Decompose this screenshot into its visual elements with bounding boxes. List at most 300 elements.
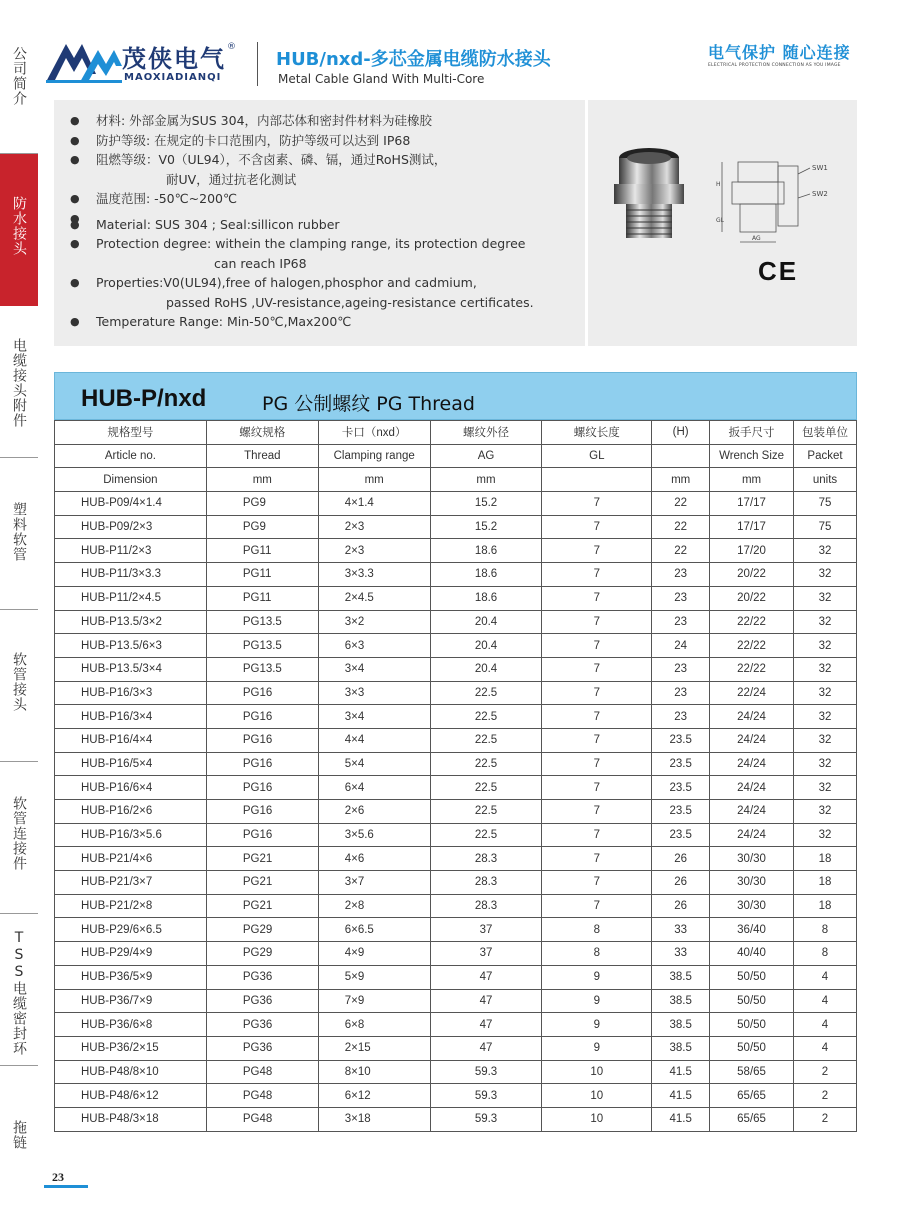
table-cell: 28.3 — [430, 894, 542, 918]
table-cell: 22/22 — [710, 634, 794, 658]
table-row — [55, 1107, 857, 1131]
table-cell: HUB-P16/3×4 — [55, 705, 207, 729]
page-number-bar — [44, 1185, 88, 1188]
table-cell: PG48 — [206, 1060, 318, 1084]
table-cell: 32 — [794, 705, 857, 729]
table-cell: 22.5 — [430, 776, 542, 800]
table-cell: 37 — [430, 918, 542, 942]
table-cell: 6×8 — [318, 1013, 430, 1037]
table-cell: 7 — [542, 539, 652, 563]
sidebar-item-waterproof[interactable] — [0, 154, 38, 306]
table-cell: HUB-P21/2×8 — [55, 894, 207, 918]
table-cell: 22.5 — [430, 705, 542, 729]
table-cell: 7 — [542, 823, 652, 847]
header-divider — [257, 42, 258, 86]
table-cell: 18 — [794, 894, 857, 918]
table-cell: HUB-P09/2×3 — [55, 515, 207, 539]
table-cell: PG48 — [206, 1084, 318, 1108]
table-cell: 22.5 — [430, 800, 542, 824]
table-cell: 17/20 — [710, 539, 794, 563]
table-cell: 24/24 — [710, 800, 794, 824]
table-cell: 32 — [794, 657, 857, 681]
table-cell: 7 — [542, 681, 652, 705]
table-cell: HUB-P11/2×4.5 — [55, 586, 207, 610]
sidebar-item-cable-accessories[interactable] — [0, 306, 38, 458]
table-cell: 32 — [794, 776, 857, 800]
table-cell: 7 — [542, 776, 652, 800]
table-cell: PG36 — [206, 965, 318, 989]
slogan: 电气保护 随心连接 — [708, 43, 851, 62]
table-cell: PG11 — [206, 539, 318, 563]
table-cell: 10 — [542, 1084, 652, 1108]
table-cell: 7 — [542, 728, 652, 752]
table-header-cell — [652, 444, 710, 468]
table-cell: 23 — [652, 586, 710, 610]
table-cell: PG21 — [206, 894, 318, 918]
table-cell: 50/50 — [710, 965, 794, 989]
table-cell: 23.5 — [652, 728, 710, 752]
table-cell: PG16 — [206, 823, 318, 847]
table-cell: PG13.5 — [206, 657, 318, 681]
table-cell: 4×6 — [318, 847, 430, 871]
table-cell: 9 — [542, 989, 652, 1013]
table-cell: 47 — [430, 965, 542, 989]
table-cell: 23.5 — [652, 752, 710, 776]
table-cell: PG16 — [206, 752, 318, 776]
table-cell: 38.5 — [652, 1036, 710, 1060]
table-cell: 3×5.6 — [318, 823, 430, 847]
table-cell: 23 — [652, 657, 710, 681]
sidebar-item-label: 公司简介 — [11, 46, 27, 106]
table-cell: 22/22 — [710, 657, 794, 681]
table-header-cell: mm — [318, 468, 430, 492]
table-cell: 7 — [542, 515, 652, 539]
table-cell: 32 — [794, 539, 857, 563]
table-header-row — [55, 468, 857, 492]
table-cell: 2 — [794, 1060, 857, 1084]
table-header-cell: 规格型号 — [55, 421, 207, 445]
sidebar-item-plastic-hose[interactable] — [0, 458, 38, 610]
table-cell: 10 — [542, 1107, 652, 1131]
table-cell: 50/50 — [710, 989, 794, 1013]
table-cell: 20.4 — [430, 610, 542, 634]
table-cell: 6×4 — [318, 776, 430, 800]
table-header-cell — [542, 468, 652, 492]
table-header-cell: Wrench Size — [710, 444, 794, 468]
table-cell: 2 — [794, 1084, 857, 1108]
table-cell: 65/65 — [710, 1107, 794, 1131]
table-cell: 20.4 — [430, 657, 542, 681]
table-cell: 18.6 — [430, 539, 542, 563]
table-cell: PG36 — [206, 1036, 318, 1060]
table-cell: HUB-P16/6×4 — [55, 776, 207, 800]
table-cell: 7 — [542, 610, 652, 634]
table-row — [55, 705, 857, 729]
feature-item: ● Temperature Range: Min-50℃,Max200℃ — [70, 312, 534, 332]
cable-gland-photo — [604, 140, 694, 250]
table-cell: 23 — [652, 705, 710, 729]
feature-item: ● Properties:V0(UL94),free of halogen,phosphor and cadmium, passed RoHS ,UV-resistance,ageing-resistance certificates. — [70, 273, 534, 312]
feature-item: ● 阻燃等级：V0（UL94），不含卤素、磷、镉，通过RoHS测试， 耐UV，通过抗老化测试 — [70, 150, 534, 189]
table-cell: HUB-P13.5/3×4 — [55, 657, 207, 681]
product-image-panel — [588, 100, 857, 346]
sidebar-item-hose-fittings[interactable] — [0, 762, 38, 914]
sw2-label: SW2 — [812, 190, 828, 198]
table-cell: 17/17 — [710, 492, 794, 516]
gl-label: GL — [716, 217, 724, 224]
table-header-cell: Thread — [206, 444, 318, 468]
table-cell: 50/50 — [710, 1013, 794, 1037]
table-row — [55, 681, 857, 705]
brand-name-cn: 茂侠电气 — [122, 45, 226, 73]
table-cell: 18 — [794, 847, 857, 871]
table-cell: 2 — [794, 1107, 857, 1131]
table-cell: PG29 — [206, 918, 318, 942]
table-cell: 32 — [794, 634, 857, 658]
page-number: 23 — [52, 1170, 64, 1184]
table-row — [55, 657, 857, 681]
table-cell: 38.5 — [652, 1013, 710, 1037]
table-cell: 32 — [794, 823, 857, 847]
h-label: H — [716, 181, 721, 188]
table-header-cell: mm — [710, 468, 794, 492]
table-cell: PG36 — [206, 1013, 318, 1037]
table-cell: HUB-P16/4×4 — [55, 728, 207, 752]
spec-table — [54, 420, 857, 1132]
table-row — [55, 847, 857, 871]
table-cell: HUB-P16/3×5.6 — [55, 823, 207, 847]
brand-logo-icon — [44, 36, 124, 86]
slogan-en: ELECTRICAL PROTECTION CONNECTION AS YOU IMAGE — [708, 63, 841, 68]
table-header-cell: Dimension — [55, 468, 207, 492]
sidebar-item-label: 软管连接件 — [11, 796, 27, 871]
sidebar-item-tss-seal[interactable] — [0, 914, 38, 1066]
table-cell: 23 — [652, 610, 710, 634]
table-cell: PG9 — [206, 492, 318, 516]
feature-item: ● 材料: 外部金属为SUS 304，内部芯体和密封件材料为硅橡胶 — [70, 111, 534, 131]
table-cell: 41.5 — [652, 1084, 710, 1108]
table-cell: 32 — [794, 586, 857, 610]
table-header-cell: 扳手尺寸 — [710, 421, 794, 445]
feature-item: ● 温度范围: -50℃~200℃ — [70, 189, 534, 209]
table-cell: 3×4 — [318, 705, 430, 729]
table-cell: 18.6 — [430, 586, 542, 610]
table-cell: 7 — [542, 492, 652, 516]
table-cell: 26 — [652, 847, 710, 871]
table-cell: 33 — [652, 918, 710, 942]
table-cell: 7 — [542, 800, 652, 824]
brand-name-en: MAOXIADIANQI — [124, 72, 222, 83]
table-cell: 9 — [542, 1036, 652, 1060]
table-cell: 7 — [542, 752, 652, 776]
feature-item: ● Material: SUS 304 ; Seal:sillicon rubber — [70, 215, 534, 235]
table-cell: 47 — [430, 1013, 542, 1037]
table-cell: 26 — [652, 894, 710, 918]
table-cell: PG16 — [206, 681, 318, 705]
table-row — [55, 1013, 857, 1037]
table-cell: 23.5 — [652, 823, 710, 847]
registered-mark: ® — [227, 42, 236, 52]
table-row — [55, 776, 857, 800]
table-cell: 4×1.4 — [318, 492, 430, 516]
table-cell: PG9 — [206, 515, 318, 539]
table-cell: HUB-P29/4×9 — [55, 942, 207, 966]
table-row — [55, 728, 857, 752]
table-cell: HUB-P48/6×12 — [55, 1084, 207, 1108]
sidebar-item-label: 电缆接头附件 — [11, 338, 27, 428]
table-row — [55, 918, 857, 942]
table-cell: 33 — [652, 942, 710, 966]
table-cell: 24/24 — [710, 728, 794, 752]
table-header-cell: mm — [206, 468, 318, 492]
table-cell: PG48 — [206, 1107, 318, 1131]
table-cell: 2×3 — [318, 515, 430, 539]
table-cell: 22.5 — [430, 752, 542, 776]
table-cell: HUB-P11/3×3.3 — [55, 563, 207, 587]
table-cell: 5×4 — [318, 752, 430, 776]
table-cell: 8 — [794, 942, 857, 966]
table-cell: 22 — [652, 539, 710, 563]
table-row — [55, 539, 857, 563]
table-header-cell: units — [794, 468, 857, 492]
table-header-row — [55, 421, 857, 445]
table-cell: 7×9 — [318, 989, 430, 1013]
table-cell: 59.3 — [430, 1060, 542, 1084]
table-row — [55, 871, 857, 895]
table-cell: 22.5 — [430, 728, 542, 752]
table-cell: 32 — [794, 752, 857, 776]
table-cell: 32 — [794, 610, 857, 634]
table-row — [55, 989, 857, 1013]
table-cell: 41.5 — [652, 1060, 710, 1084]
table-cell: 20.4 — [430, 634, 542, 658]
table-row — [55, 965, 857, 989]
table-cell: HUB-P36/5×9 — [55, 965, 207, 989]
table-cell: 23.5 — [652, 800, 710, 824]
table-cell: 22.5 — [430, 681, 542, 705]
sidebar-nav — [0, 0, 38, 1221]
table-row — [55, 610, 857, 634]
table-cell: 4 — [794, 1036, 857, 1060]
table-header-cell: 螺纹外径 — [430, 421, 542, 445]
table-cell: 24/24 — [710, 776, 794, 800]
feature-item: ● Protection degree: withein the clamping range, its protection degree can reach IP68 — [70, 234, 534, 273]
table-header-cell: mm — [430, 468, 542, 492]
table-cell: PG21 — [206, 847, 318, 871]
table-cell: HUB-P36/6×8 — [55, 1013, 207, 1037]
table-cell: 47 — [430, 989, 542, 1013]
table-cell: PG13.5 — [206, 610, 318, 634]
table-cell: PG29 — [206, 942, 318, 966]
table-header-cell: 螺纹长度 — [542, 421, 652, 445]
table-row — [55, 586, 857, 610]
table-cell: 50/50 — [710, 1036, 794, 1060]
table-row — [55, 823, 857, 847]
table-cell: 7 — [542, 563, 652, 587]
feature-item: ● 防护等级: 在规定的卡口范围内，防护等级可以达到 IP68 — [70, 131, 534, 151]
table-cell: HUB-P21/4×6 — [55, 847, 207, 871]
sidebar-item-label: 塑料软管 — [11, 502, 27, 562]
table-cell: 22/24 — [710, 681, 794, 705]
table-cell: HUB-P48/8×10 — [55, 1060, 207, 1084]
sidebar-item-company[interactable] — [0, 36, 38, 154]
table-header-cell: Clamping range — [318, 444, 430, 468]
table-cell: 23 — [652, 563, 710, 587]
table-header-cell: (H) — [652, 421, 710, 445]
table-cell: PG11 — [206, 586, 318, 610]
table-cell: HUB-P11/2×3 — [55, 539, 207, 563]
sidebar-item-label: 软管接头 — [11, 652, 27, 712]
table-row — [55, 752, 857, 776]
table-cell: 26 — [652, 871, 710, 895]
table-cell: 22 — [652, 515, 710, 539]
table-header-cell: 卡口（nxd） — [318, 421, 430, 445]
table-cell: 8×10 — [318, 1060, 430, 1084]
table-cell: HUB-P16/2×6 — [55, 800, 207, 824]
table-row — [55, 563, 857, 587]
table-row — [55, 1060, 857, 1084]
table-cell: PG13.5 — [206, 634, 318, 658]
sidebar-item-hose-connector[interactable] — [0, 610, 38, 762]
table-cell: 7 — [542, 586, 652, 610]
table-cell: HUB-P36/7×9 — [55, 989, 207, 1013]
table-cell: 18 — [794, 871, 857, 895]
table-cell: 4 — [794, 1013, 857, 1037]
table-row — [55, 515, 857, 539]
table-cell: 2×6 — [318, 800, 430, 824]
sw1-label: SW1 — [812, 164, 828, 172]
table-row — [55, 800, 857, 824]
table-cell: 7 — [542, 847, 652, 871]
table-cell: 32 — [794, 728, 857, 752]
table-cell: 4×9 — [318, 942, 430, 966]
table-cell: HUB-P13.5/6×3 — [55, 634, 207, 658]
table-cell: PG16 — [206, 728, 318, 752]
table-cell: 10 — [542, 1060, 652, 1084]
sidebar-item-label: 防水接头 — [11, 196, 27, 256]
model-title: HUB-P/nxd — [81, 385, 207, 412]
table-cell: 2×15 — [318, 1036, 430, 1060]
table-cell: 3×3 — [318, 681, 430, 705]
table-row — [55, 1084, 857, 1108]
table-cell: 6×12 — [318, 1084, 430, 1108]
table-cell: 22 — [652, 492, 710, 516]
table-cell: 36/40 — [710, 918, 794, 942]
table-cell: 24/24 — [710, 705, 794, 729]
table-cell: HUB-P21/3×7 — [55, 871, 207, 895]
table-cell: 58/65 — [710, 1060, 794, 1084]
table-cell: 47 — [430, 1036, 542, 1060]
table-cell: 7 — [542, 871, 652, 895]
table-header-cell: AG — [430, 444, 542, 468]
table-cell: HUB-P09/4×1.4 — [55, 492, 207, 516]
table-cell: 8 — [794, 918, 857, 942]
table-cell: HUB-P16/3×3 — [55, 681, 207, 705]
table-cell: 20/22 — [710, 586, 794, 610]
table-cell: 15.2 — [430, 515, 542, 539]
table-cell: 59.3 — [430, 1107, 542, 1131]
table-cell: 6×6.5 — [318, 918, 430, 942]
thread-subtitle: PG 公制螺纹 PG Thread — [262, 393, 475, 415]
table-cell: 7 — [542, 705, 652, 729]
table-header-cell: 螺纹规格 — [206, 421, 318, 445]
table-row — [55, 1036, 857, 1060]
table-cell: 7 — [542, 634, 652, 658]
table-cell: 22/22 — [710, 610, 794, 634]
table-cell: 17/17 — [710, 515, 794, 539]
table-cell: 8 — [542, 942, 652, 966]
table-header-cell: 包装单位 — [794, 421, 857, 445]
table-header-cell: Packet — [794, 444, 857, 468]
table-cell: PG21 — [206, 871, 318, 895]
table-cell: 3×18 — [318, 1107, 430, 1131]
table-cell: HUB-P36/2×15 — [55, 1036, 207, 1060]
table-row — [55, 894, 857, 918]
table-row — [55, 942, 857, 966]
ce-mark-icon: CE — [758, 256, 799, 286]
sidebar-item-label: TSS电缆密封环 — [11, 930, 27, 1056]
table-cell: 18.6 — [430, 563, 542, 587]
table-cell: 5×9 — [318, 965, 430, 989]
ag-label: AG — [752, 235, 761, 242]
table-cell: 15.2 — [430, 492, 542, 516]
table-row — [55, 492, 857, 516]
table-cell: 7 — [542, 657, 652, 681]
table-cell: 23 — [652, 681, 710, 705]
table-cell: 7 — [542, 894, 652, 918]
table-cell: 38.5 — [652, 965, 710, 989]
table-cell: 59.3 — [430, 1084, 542, 1108]
table-cell: HUB-P48/3×18 — [55, 1107, 207, 1131]
table-cell: 3×4 — [318, 657, 430, 681]
table-cell: 40/40 — [710, 942, 794, 966]
table-cell: 20/22 — [710, 563, 794, 587]
table-cell: 32 — [794, 681, 857, 705]
sidebar-item-drag-chain[interactable] — [0, 1066, 38, 1186]
table-cell: 2×8 — [318, 894, 430, 918]
table-cell: 2×4.5 — [318, 586, 430, 610]
technical-drawing — [716, 154, 848, 250]
table-cell: 37 — [430, 942, 542, 966]
table-header-row — [55, 444, 857, 468]
table-cell: 38.5 — [652, 989, 710, 1013]
table-cell: 30/30 — [710, 847, 794, 871]
table-cell: 8 — [542, 918, 652, 942]
table-cell: 30/30 — [710, 894, 794, 918]
table-cell: 9 — [542, 965, 652, 989]
feature-list — [70, 111, 534, 332]
table-cell: HUB-P13.5/3×2 — [55, 610, 207, 634]
table-cell: PG36 — [206, 989, 318, 1013]
table-cell: HUB-P29/6×6.5 — [55, 918, 207, 942]
sidebar-item-label: 拖链 — [11, 1120, 27, 1150]
table-banner — [54, 372, 857, 420]
table-header-cell: mm — [652, 468, 710, 492]
table-cell: 24 — [652, 634, 710, 658]
table-cell: 3×3.3 — [318, 563, 430, 587]
table-cell: 30/30 — [710, 871, 794, 895]
table-cell: 6×3 — [318, 634, 430, 658]
table-cell: 75 — [794, 515, 857, 539]
table-cell: PG16 — [206, 705, 318, 729]
table-cell: 28.3 — [430, 871, 542, 895]
table-cell: 32 — [794, 800, 857, 824]
table-cell: 22.5 — [430, 823, 542, 847]
table-cell: 75 — [794, 492, 857, 516]
table-cell: PG11 — [206, 563, 318, 587]
table-cell: 9 — [542, 1013, 652, 1037]
page-title: HUB/nxd-多芯金属电缆防水接头 — [276, 49, 551, 70]
